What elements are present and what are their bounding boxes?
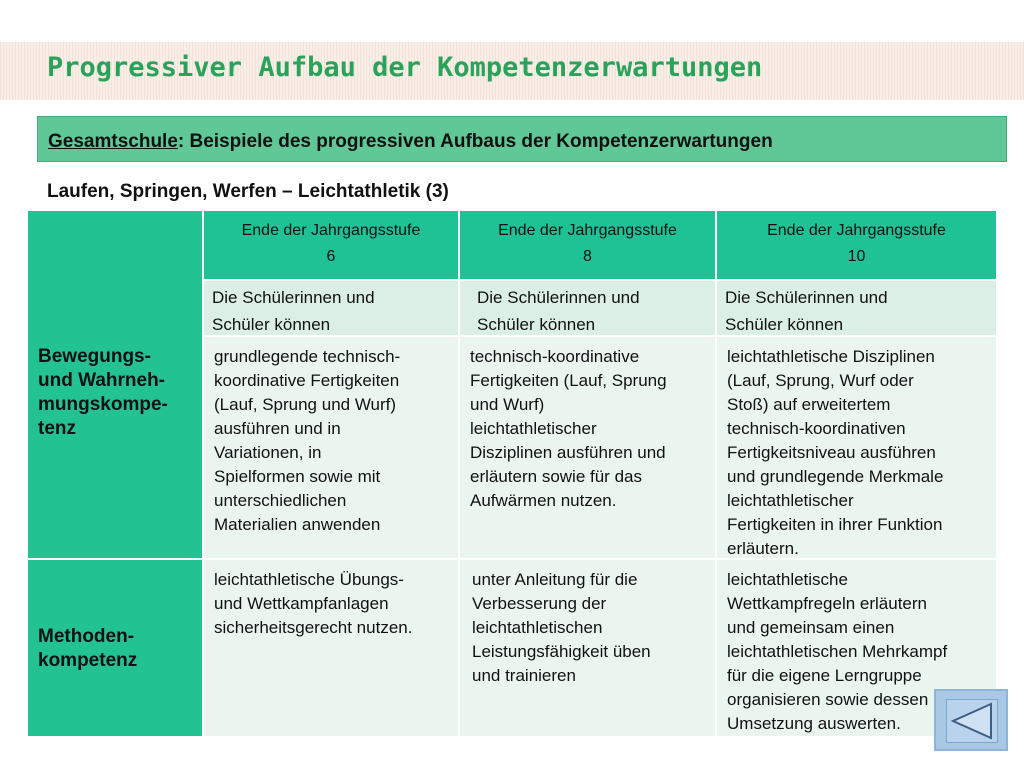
cell-methoden-8: unter Anleitung für die Verbesserung der leichtathletischen Leistungsfähigkeit üben und trainieren [460, 560, 715, 736]
triangle-left-icon [947, 700, 997, 742]
row-header-bewegung [28, 211, 202, 558]
slide-title: Progressiver Aufbau der Kompetenzerwartungen [47, 52, 763, 83]
cell-bewegung-10: leichtathletische Disziplinen (Lauf, Sprung, Wurf oder Stoß) auf erweitertem technisch-koordinativen Fertigkeitsniveau ausführen und grundlegende Merkmale leichtathletischer Fertigkeiten in ihrer Funktion erläutern. [717, 337, 996, 558]
column-header-8 [460, 211, 715, 279]
subtitle-rest: : Beispiele des progressiven Aufbaus der Kompetenzerwartungen [177, 131, 773, 152]
cell-methoden-6: leichtathletische Übungs- und Wettkampfanlagen sicherheitsgerecht nutzen. [204, 560, 458, 736]
column-header-10-line1: Ende der Jahrgangsstufe [767, 222, 946, 239]
row-label-bewegung: Bewegungs- und Wahrneh- mungskompe- tenz [38, 346, 168, 439]
previous-slide-button[interactable] [934, 689, 1008, 751]
subtitle [48, 131, 773, 153]
subheader-8: Die Schülerinnen und Schüler können [460, 281, 715, 335]
row-label-methoden: Methoden- kompetenz [38, 626, 138, 671]
subtitle-school: Gesamtschule [48, 131, 178, 152]
row-header-methoden [28, 560, 202, 736]
cell-bewegung-8: technisch-koordinative Fertigkeiten (Lauf, Sprung und Wurf) leichtathletischer Disziplinen ausführen und erläutern sowie für das Aufwärmen nutzen. [460, 337, 715, 558]
column-header-10-line2: 10 [847, 248, 866, 265]
subheader-10: Die Schülerinnen und Schüler können [717, 281, 996, 335]
column-header-6-line2: 6 [326, 248, 336, 265]
column-header-6-line1: Ende der Jahrgangsstufe [241, 222, 421, 239]
subheader-6: Die Schülerinnen und Schüler können [204, 281, 458, 335]
column-header-10 [717, 211, 996, 279]
competence-table [28, 211, 996, 736]
column-header-8-line2: 8 [583, 248, 592, 265]
cell-methoden-10: leichtathletische Wettkampfregeln erläutern und gemeinsam einen leichtathletischen Mehrkampf für die eigene Lerngruppe organisieren sowie dessen Umsetzung auswerten. [717, 560, 996, 736]
column-header-6 [204, 211, 458, 279]
subtitle-box [37, 116, 1007, 162]
section-title: Laufen, Springen, Werfen – Leichtathletik (3) [47, 181, 449, 202]
column-header-8-line1: Ende der Jahrgangsstufe [498, 222, 677, 239]
previous-slide-button-face [946, 699, 998, 743]
cell-bewegung-6: grundlegende technisch- koordinative Fertigkeiten (Lauf, Sprung und Wurf) ausführen und in Variationen, in Spielformen sowie mit unterschiedlichen Materialien anwenden [204, 337, 458, 558]
